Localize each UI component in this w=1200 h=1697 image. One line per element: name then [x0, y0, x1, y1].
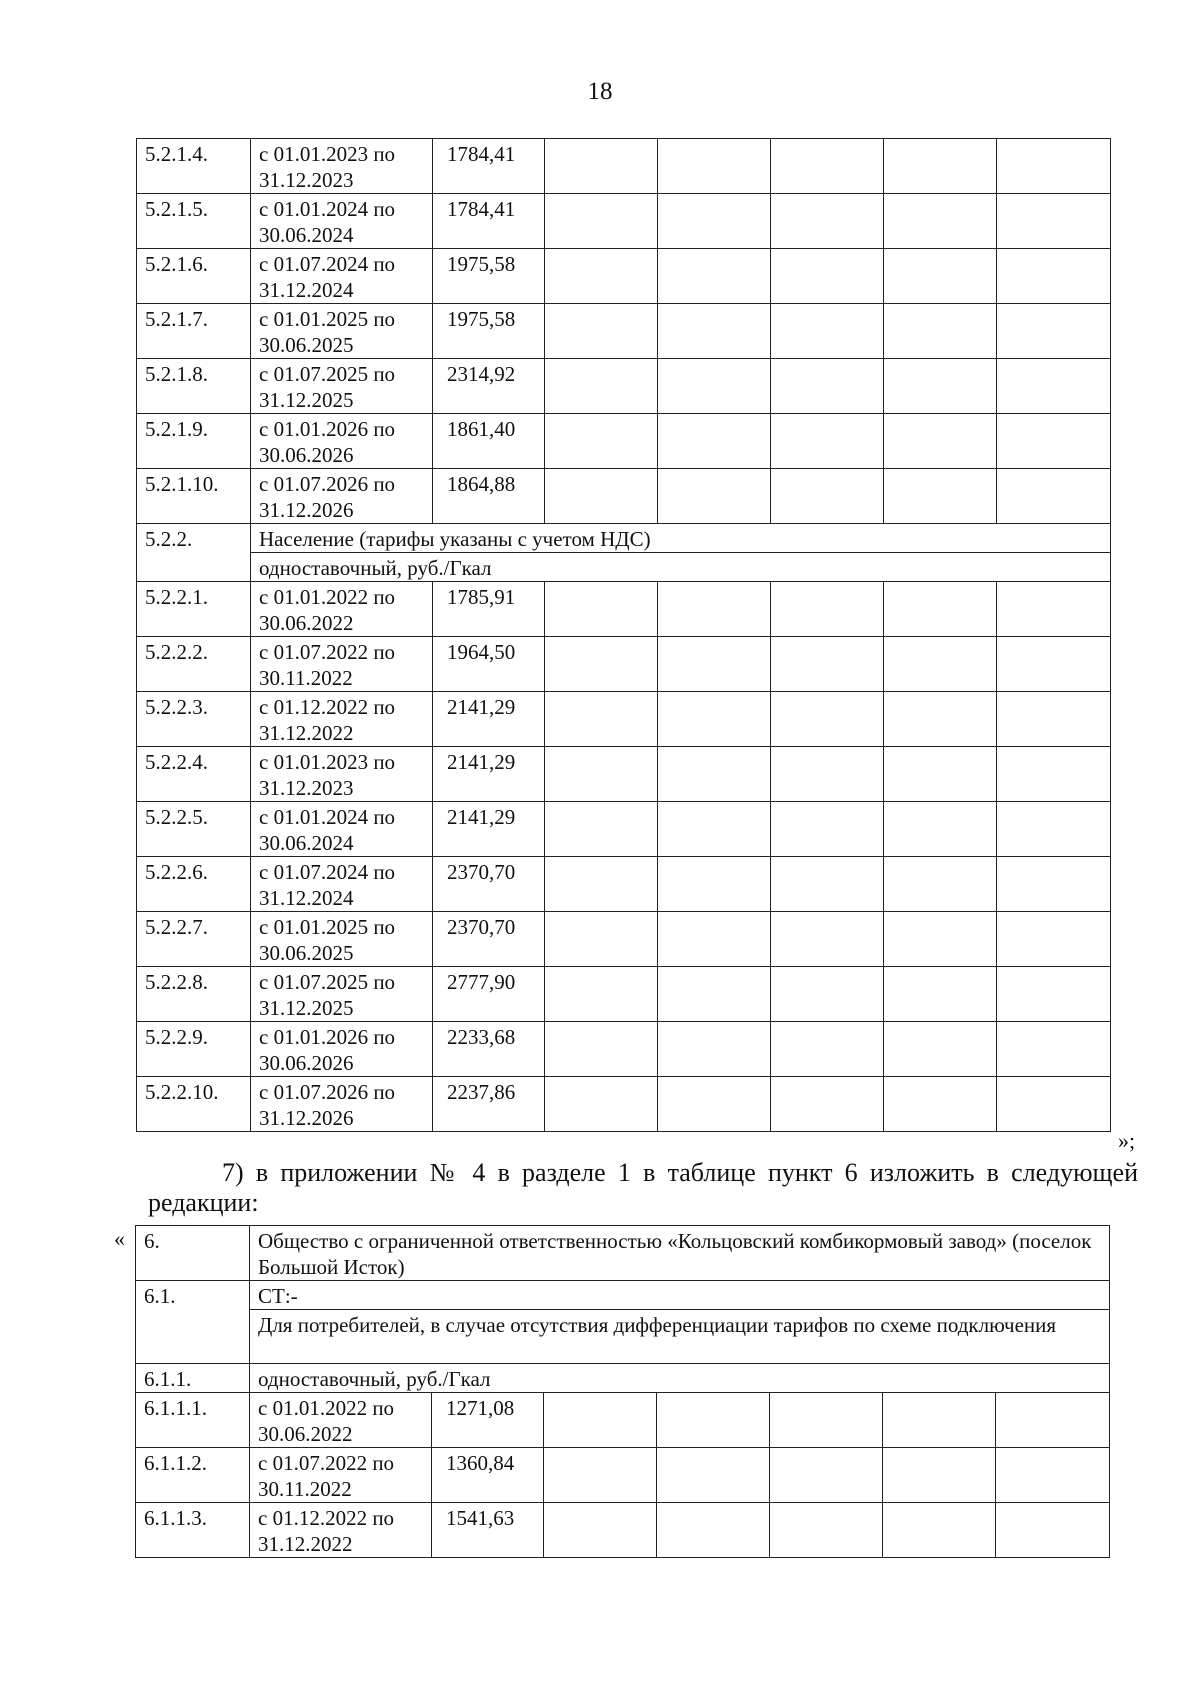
- row-number: 5.2.1.9.: [137, 414, 251, 469]
- empty-cell: [996, 1503, 1110, 1558]
- empty-cell: [997, 1077, 1111, 1132]
- table-row: [137, 637, 1111, 692]
- empty-cell: [884, 692, 997, 747]
- table1-rows-top: [137, 139, 1111, 524]
- empty-cell: [771, 249, 884, 304]
- empty-cell: [770, 1503, 883, 1558]
- table-row: [137, 1077, 1111, 1132]
- row-number: 5.2.1.6.: [137, 249, 251, 304]
- row-number: 5.2.2.10.: [137, 1077, 251, 1132]
- empty-cell: [884, 582, 997, 637]
- empty-cell: [545, 967, 658, 1022]
- row-value: 2141,29: [433, 747, 545, 802]
- empty-cell: [884, 912, 997, 967]
- paragraph-line-1: 7) в приложении № 4 в разделе 1 в таблице пункт 6 изложить в следующей: [222, 1158, 1138, 1187]
- row-number: 5.2.1.10.: [137, 469, 251, 524]
- row-period: с 01.07.2022 по 30.11.2022: [251, 637, 433, 692]
- row-value: 1785,91: [433, 582, 545, 637]
- row-value: 1784,41: [433, 139, 545, 194]
- row-period: с 01.07.2026 по 31.12.2026: [251, 469, 433, 524]
- empty-cell: [771, 857, 884, 912]
- empty-cell: [545, 912, 658, 967]
- row-value: 1975,58: [433, 249, 545, 304]
- table-row: [136, 1503, 1110, 1558]
- empty-cell: [771, 194, 884, 249]
- row-value: 2314,92: [433, 359, 545, 414]
- empty-cell: [658, 414, 771, 469]
- row-value: 1861,40: [433, 414, 545, 469]
- empty-cell: [884, 139, 997, 194]
- row-value: 1784,41: [433, 194, 545, 249]
- row-value: 2233,68: [433, 1022, 545, 1077]
- sub-ct: СТ:-: [250, 1281, 1110, 1310]
- empty-cell: [997, 139, 1111, 194]
- row-period: с 01.07.2026 по 31.12.2026: [251, 1077, 433, 1132]
- table-row: [137, 912, 1111, 967]
- empty-cell: [545, 249, 658, 304]
- row-value: 1964,50: [433, 637, 545, 692]
- empty-cell: [658, 857, 771, 912]
- empty-cell: [884, 1077, 997, 1132]
- row-period: с 01.01.2022 по 30.06.2022: [250, 1393, 432, 1448]
- empty-cell: [658, 582, 771, 637]
- row-number: 5.2.2.8.: [137, 967, 251, 1022]
- row-value: 2141,29: [433, 802, 545, 857]
- empty-cell: [771, 582, 884, 637]
- row-number: 6.1.1.3.: [136, 1503, 250, 1558]
- empty-cell: [545, 802, 658, 857]
- empty-cell: [545, 304, 658, 359]
- group-num: 5.2.2.: [137, 524, 251, 582]
- empty-cell: [544, 1503, 657, 1558]
- empty-cell: [545, 747, 658, 802]
- table-row: [137, 967, 1111, 1022]
- row-number: 5.2.2.9.: [137, 1022, 251, 1077]
- table-row: [137, 747, 1111, 802]
- empty-cell: [658, 747, 771, 802]
- empty-cell: [771, 747, 884, 802]
- row-value: 2370,70: [433, 857, 545, 912]
- row-number: 5.2.1.5.: [137, 194, 251, 249]
- empty-cell: [883, 1448, 996, 1503]
- empty-cell: [884, 469, 997, 524]
- empty-cell: [771, 692, 884, 747]
- row-value: 2141,29: [433, 692, 545, 747]
- paragraph-line-2: редакции:: [148, 1188, 259, 1217]
- row-period: с 01.07.2025 по 31.12.2025: [251, 359, 433, 414]
- empty-cell: [884, 1022, 997, 1077]
- empty-cell: [770, 1393, 883, 1448]
- row-period: с 01.01.2024 по 30.06.2024: [251, 194, 433, 249]
- empty-cell: [997, 359, 1111, 414]
- empty-cell: [657, 1503, 770, 1558]
- table1-rows-bottom: [137, 582, 1111, 1132]
- sub-num: 6.1.: [136, 1281, 250, 1364]
- rate-num: 6.1.1.: [136, 1364, 250, 1393]
- row-period: с 01.01.2026 по 30.06.2026: [251, 1022, 433, 1077]
- empty-cell: [770, 1448, 883, 1503]
- empty-cell: [996, 1393, 1110, 1448]
- empty-cell: [883, 1503, 996, 1558]
- row-period: с 01.01.2024 по 30.06.2024: [251, 802, 433, 857]
- empty-cell: [545, 692, 658, 747]
- empty-cell: [771, 139, 884, 194]
- empty-cell: [997, 304, 1111, 359]
- empty-cell: [658, 304, 771, 359]
- row-number: 5.2.2.2.: [137, 637, 251, 692]
- empty-cell: [658, 967, 771, 1022]
- empty-cell: [997, 802, 1111, 857]
- empty-cell: [884, 414, 997, 469]
- table-row: [137, 194, 1111, 249]
- row-number: 5.2.1.7.: [137, 304, 251, 359]
- empty-cell: [658, 912, 771, 967]
- empty-cell: [657, 1393, 770, 1448]
- empty-cell: [997, 857, 1111, 912]
- empty-cell: [545, 582, 658, 637]
- empty-cell: [544, 1393, 657, 1448]
- empty-cell: [545, 194, 658, 249]
- row-number: 5.2.2.4.: [137, 747, 251, 802]
- empty-cell: [883, 1393, 996, 1448]
- row-value: 2237,86: [433, 1077, 545, 1132]
- empty-cell: [545, 139, 658, 194]
- empty-cell: [997, 747, 1111, 802]
- empty-cell: [771, 359, 884, 414]
- row-number: 5.2.1.8.: [137, 359, 251, 414]
- table-row: [137, 582, 1111, 637]
- empty-cell: [997, 692, 1111, 747]
- empty-cell: [771, 802, 884, 857]
- row-period: с 01.12.2022 по 31.12.2022: [251, 692, 433, 747]
- empty-cell: [884, 359, 997, 414]
- table-row: [136, 1448, 1110, 1503]
- empty-cell: [997, 249, 1111, 304]
- empty-cell: [545, 469, 658, 524]
- empty-cell: [884, 637, 997, 692]
- row-period: с 01.01.2026 по 30.06.2026: [251, 414, 433, 469]
- sub-desc: Для потребителей, в случае отсутствия дифференциации тарифов по схеме подключения: [250, 1310, 1110, 1364]
- closing-quote: »;: [1118, 1128, 1136, 1153]
- table2-rows: [136, 1393, 1110, 1558]
- empty-cell: [658, 194, 771, 249]
- row-number: 6.1.1.2.: [136, 1448, 250, 1503]
- row-number: 5.2.1.4.: [137, 139, 251, 194]
- empty-cell: [771, 469, 884, 524]
- empty-cell: [997, 637, 1111, 692]
- rate-label: одноставочный, руб./Гкал: [250, 1364, 1110, 1393]
- row-period: с 01.07.2024 по 31.12.2024: [251, 249, 433, 304]
- row-value: 1360,84: [432, 1448, 544, 1503]
- row-value: 1864,88: [433, 469, 545, 524]
- table-row: [137, 692, 1111, 747]
- table-row: [137, 857, 1111, 912]
- empty-cell: [884, 194, 997, 249]
- empty-cell: [997, 469, 1111, 524]
- row-number: 5.2.2.6.: [137, 857, 251, 912]
- empty-cell: [771, 304, 884, 359]
- empty-cell: [884, 249, 997, 304]
- table-row: [137, 469, 1111, 524]
- empty-cell: [771, 1022, 884, 1077]
- table-row: [137, 304, 1111, 359]
- tariff-table-2: [135, 1225, 1110, 1558]
- table-row: [137, 249, 1111, 304]
- empty-cell: [884, 802, 997, 857]
- opening-quote: «: [114, 1226, 125, 1251]
- empty-cell: [658, 139, 771, 194]
- empty-cell: [658, 469, 771, 524]
- table-row: [137, 1022, 1111, 1077]
- empty-cell: [997, 194, 1111, 249]
- row-period: с 01.01.2023 по 31.12.2023: [251, 139, 433, 194]
- empty-cell: [545, 414, 658, 469]
- empty-cell: [997, 1022, 1111, 1077]
- table-row: [137, 802, 1111, 857]
- row-value: 2777,90: [433, 967, 545, 1022]
- row-number: 5.2.2.7.: [137, 912, 251, 967]
- row-value: 2370,70: [433, 912, 545, 967]
- empty-cell: [997, 967, 1111, 1022]
- empty-cell: [658, 1022, 771, 1077]
- table2-header: [136, 1226, 1110, 1393]
- empty-cell: [884, 304, 997, 359]
- org-num: 6.: [136, 1226, 250, 1281]
- empty-cell: [884, 747, 997, 802]
- table-row: [137, 414, 1111, 469]
- row-period: с 01.01.2022 по 30.06.2022: [251, 582, 433, 637]
- row-number: 5.2.2.1.: [137, 582, 251, 637]
- empty-cell: [658, 249, 771, 304]
- empty-cell: [997, 414, 1111, 469]
- empty-cell: [658, 802, 771, 857]
- empty-cell: [771, 967, 884, 1022]
- table-row: [137, 139, 1111, 194]
- row-period: с 01.01.2025 по 30.06.2025: [251, 304, 433, 359]
- table-row: [137, 359, 1111, 414]
- row-period: с 01.07.2022 по 30.11.2022: [250, 1448, 432, 1503]
- row-value: 1541,63: [432, 1503, 544, 1558]
- empty-cell: [658, 637, 771, 692]
- empty-cell: [657, 1448, 770, 1503]
- empty-cell: [771, 912, 884, 967]
- empty-cell: [884, 857, 997, 912]
- empty-cell: [545, 857, 658, 912]
- org-name: Общество с ограниченной ответственностью «Кольцовский комбикормовый завод» (поселок Большой Исток): [250, 1226, 1110, 1281]
- empty-cell: [658, 1077, 771, 1132]
- empty-cell: [545, 1022, 658, 1077]
- group-title: Население (тарифы указаны с учетом НДС): [251, 524, 1111, 553]
- row-period: с 01.07.2025 по 31.12.2025: [251, 967, 433, 1022]
- empty-cell: [545, 637, 658, 692]
- row-number: 6.1.1.1.: [136, 1393, 250, 1448]
- empty-cell: [884, 967, 997, 1022]
- empty-cell: [771, 637, 884, 692]
- row-value: 1975,58: [433, 304, 545, 359]
- table-row: [136, 1393, 1110, 1448]
- row-period: с 01.01.2023 по 31.12.2023: [251, 747, 433, 802]
- row-period: с 01.12.2022 по 31.12.2022: [250, 1503, 432, 1558]
- empty-cell: [996, 1448, 1110, 1503]
- empty-cell: [771, 414, 884, 469]
- empty-cell: [658, 359, 771, 414]
- row-number: 5.2.2.3.: [137, 692, 251, 747]
- row-period: с 01.01.2025 по 30.06.2025: [251, 912, 433, 967]
- page-number: 18: [587, 78, 613, 105]
- row-period: с 01.07.2024 по 31.12.2024: [251, 857, 433, 912]
- empty-cell: [658, 692, 771, 747]
- empty-cell: [997, 582, 1111, 637]
- empty-cell: [545, 359, 658, 414]
- group-subtitle: одноставочный, руб./Гкал: [251, 553, 1111, 582]
- row-number: 5.2.2.5.: [137, 802, 251, 857]
- empty-cell: [771, 1077, 884, 1132]
- empty-cell: [997, 912, 1111, 967]
- table1-group: [137, 524, 1111, 582]
- row-value: 1271,08: [432, 1393, 544, 1448]
- tariff-table-1: [136, 138, 1111, 1132]
- empty-cell: [544, 1448, 657, 1503]
- empty-cell: [545, 1077, 658, 1132]
